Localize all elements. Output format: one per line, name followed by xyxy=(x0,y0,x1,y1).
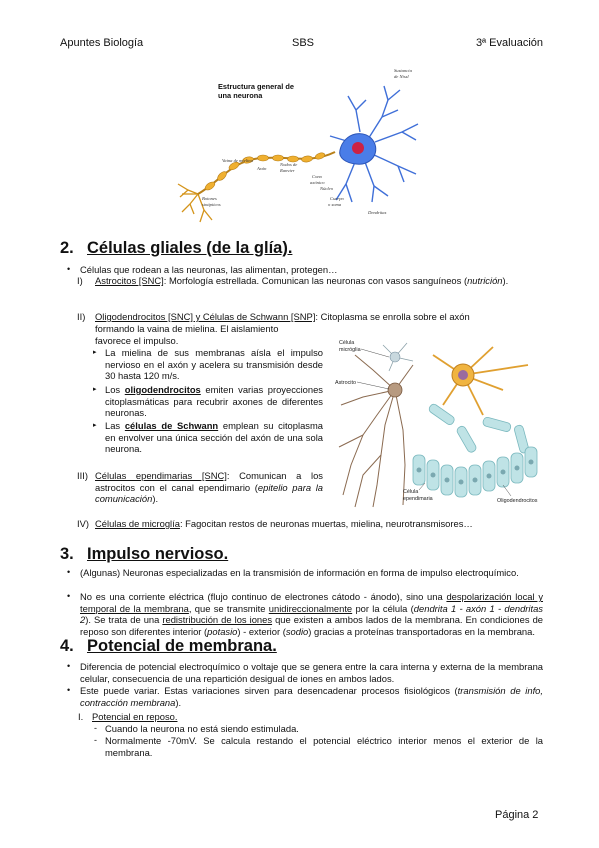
impulse-text-c: por la célula ( xyxy=(352,602,414,614)
label-nissl-2: de Nissl xyxy=(394,74,409,79)
label-ranvier-2: Ranvier xyxy=(280,168,295,173)
impulse-path: dendrita 1 - axón 1 - dendritas 2 xyxy=(80,602,543,626)
item-2-roman: II) xyxy=(77,311,86,322)
impulse-text-f: ) - exterior ( xyxy=(237,625,286,637)
triangle-bullet-icon: ▸ xyxy=(93,422,97,429)
impulse-depolarization: despolarización local y temporal de la membrana xyxy=(80,591,544,614)
schwann-subpoint xyxy=(105,420,323,455)
section-3-paragraph-2 xyxy=(80,591,543,637)
item-microglia xyxy=(95,518,545,530)
dash-bullet-icon: - xyxy=(94,735,97,745)
bullet-dot-icon: • xyxy=(67,591,71,601)
item-ependymal xyxy=(95,470,323,505)
section-3-heading xyxy=(60,545,228,564)
impulse-unidirectional: unidireccionalmente xyxy=(268,602,353,614)
label-nucleus: Núcleo xyxy=(320,186,334,191)
resting-potential-point-2: Normalmente -70mV. Se calcula restando el potencial eléctrico interior menos el exterior de la membrana. xyxy=(105,735,543,758)
label-nissl-1: Sustancia xyxy=(394,68,412,73)
impulse-text-b: , que se transmite xyxy=(188,602,269,614)
label-dendrites: Dendritas xyxy=(368,210,387,215)
bullet-dot-icon: • xyxy=(67,661,71,671)
ependymal-text: : Comunican a los astrocitos con el canal ependimario ( xyxy=(95,470,323,493)
oligo-sub-term: oligodendrocitos xyxy=(124,384,201,395)
astrocytes-italic: nutrición xyxy=(467,275,503,286)
bullet-dot-icon: • xyxy=(67,567,71,577)
ependymal-term: Células ependimarias [SNC] xyxy=(95,470,227,481)
item-oligodendrocytes-line2: formando la vaina de mielina. El aislamiento xyxy=(95,323,279,334)
label-axon-terminals-1: Botones xyxy=(202,196,217,201)
label-microglia-2: micróglia xyxy=(339,347,361,353)
section-2-intro: Células que rodean a las neuronas, las alimentan, protegen… xyxy=(80,264,338,275)
oligodendrocyte-nucleus xyxy=(458,370,468,380)
potential-italic: transmisión de info, contracción membrana xyxy=(80,685,543,708)
label-axon: Axón xyxy=(257,166,267,171)
section-2-number: 2. xyxy=(60,239,74,257)
section-4-title: Potencial de membrana. xyxy=(87,637,277,655)
section-4-paragraph-2 xyxy=(80,685,543,708)
label-soma-1: Cuerpo xyxy=(330,196,344,201)
label-soma-2: o soma xyxy=(328,202,342,207)
item-astrocytes xyxy=(95,275,543,287)
resting-potential-title: Potencial en reposo. xyxy=(92,711,178,722)
microglia-cell xyxy=(390,352,400,362)
header-subject: Apuntes Biología xyxy=(60,37,144,49)
label-astrocyte: Astrocito xyxy=(335,380,356,386)
astrocytes-end: ). xyxy=(502,275,509,286)
potential-text-a: Este puede variar. Estas variaciones sirven para desencadenar procesos fisiológicos ( xyxy=(80,685,458,696)
item-oligodendrocytes-line3: favorece el impulso. xyxy=(95,335,179,346)
label-myelin: Vaina de mielina xyxy=(222,158,253,163)
ependymal-italic: epitelio para la comunicación xyxy=(95,481,323,505)
glial-cells-figure xyxy=(333,335,545,510)
triangle-bullet-icon: ▸ xyxy=(93,349,97,356)
triangle-bullet-icon: ▸ xyxy=(93,386,97,393)
nucleus xyxy=(352,142,364,154)
header-term: 3ª Evaluación xyxy=(475,37,543,49)
bullet-dot-icon: • xyxy=(67,264,71,274)
label-cone-2: axónico xyxy=(310,180,325,185)
item-4-roman: IV) xyxy=(77,518,89,529)
section-3-paragraph-1: (Algunas) Neuronas especializadas en la transmisión de información en forma de impulso electroquímico. xyxy=(80,567,519,578)
microglia-text: : Fagocitan restos de neuronas muertas, mielina, neurotransmisores… xyxy=(179,518,473,529)
bullet-dot-icon: • xyxy=(67,685,71,695)
neuron-figure-title-1: Estructura general de xyxy=(218,82,294,91)
oligo-sub-post: emiten varias proyecciones citoplasmáticas para recubrir axones de diferentes neuronas. xyxy=(105,384,323,419)
label-oligodendrocytes: Oligodendrocitos xyxy=(497,498,538,504)
section-2-title: Células gliales (de la glía). xyxy=(87,239,293,257)
astrocytes-term: Astrocitos [SNC] xyxy=(95,275,164,286)
item-3-roman: III) xyxy=(77,470,88,481)
neuron-structure-figure xyxy=(160,62,430,232)
label-axon-terminals-2: sinápticos xyxy=(202,202,221,207)
subsection-roman: I. xyxy=(78,711,84,722)
label-cone-1: Cono xyxy=(312,174,322,179)
schwann-sub-post: emplean su citoplasma en envolver una única sección del axón de una sola neurona. xyxy=(105,420,323,455)
schwann-sub-pre: Las xyxy=(105,420,125,431)
label-microglia-1: Célula xyxy=(339,340,355,346)
label-ranvier-1: Nodos de xyxy=(280,162,298,167)
section-3-number: 3. xyxy=(60,545,74,563)
resting-potential-point-1: Cuando la neurona no está siendo estimulada. xyxy=(105,723,299,734)
impulse-ion-redistribution: redistribución de los iones xyxy=(162,614,273,626)
impulse-potassium: potasio xyxy=(207,625,238,637)
dash-bullet-icon: - xyxy=(94,723,97,733)
neuron-figure-title-2: una neurona xyxy=(218,91,263,100)
section-2-heading xyxy=(60,239,292,258)
section-4-number: 4. xyxy=(60,637,74,655)
potential-text-b: ). xyxy=(175,696,182,708)
oligo-schwann-term: Oligodendrocitos [SNC] y Células de Schwann [SNP] xyxy=(95,311,316,322)
impulse-text-d: ). Se trata de una xyxy=(85,614,163,626)
section-4-paragraph-1: Diferencia de potencial electroquímico o voltaje que se genera entre la cara interna y externa de la membrana celular, consecuencia de una repartición desigual de iones en ambos lados. xyxy=(80,661,543,684)
page-header xyxy=(60,37,543,51)
impulse-text-g: ) gracias a proteínas transportadoras en la membrana. xyxy=(308,625,535,637)
section-3-title: Impulso nervioso. xyxy=(87,545,229,563)
page-number: Página 2 xyxy=(495,809,539,821)
astrocyte-body xyxy=(388,383,402,397)
oligo-line1-rest: : Citoplasma se enrolla sobre el axón xyxy=(315,311,470,322)
header-initials: SBS xyxy=(292,37,315,49)
oligo-sub-pre: Los xyxy=(105,384,125,395)
schwann-sub-term: células de Schwann xyxy=(124,420,219,431)
impulse-text-e: que existen a ambos lados de la membrana. En condiciones de reposo son diferentes interior ( xyxy=(80,614,543,637)
item-1-roman: I) xyxy=(77,275,83,286)
ependymal-end: ). xyxy=(152,493,159,505)
item-oligodendrocytes-line1 xyxy=(95,311,545,323)
myelin-subpoint: La mielina de sus membranas aísla el impulso nervioso en el axón y acelera su transmisión desde 30 hasta 120 m/s. xyxy=(105,347,323,382)
impulse-sodium: sodio xyxy=(285,625,309,637)
astrocytes-text: : Morfología estrellada. Comunican las neuronas con vasos sanguíneos ( xyxy=(163,275,468,286)
section-4-heading xyxy=(60,637,277,656)
label-ependymal-2: ependimaria xyxy=(403,496,433,502)
microglia-term: Células de microglía xyxy=(95,518,180,529)
oligodendrocytes-subpoint xyxy=(105,384,323,419)
impulse-text-a: No es una corriente eléctrica (flujo continuo de electrones cátodo - ánodo), sino una xyxy=(80,591,447,602)
label-ependymal-1: Célula xyxy=(403,489,419,495)
